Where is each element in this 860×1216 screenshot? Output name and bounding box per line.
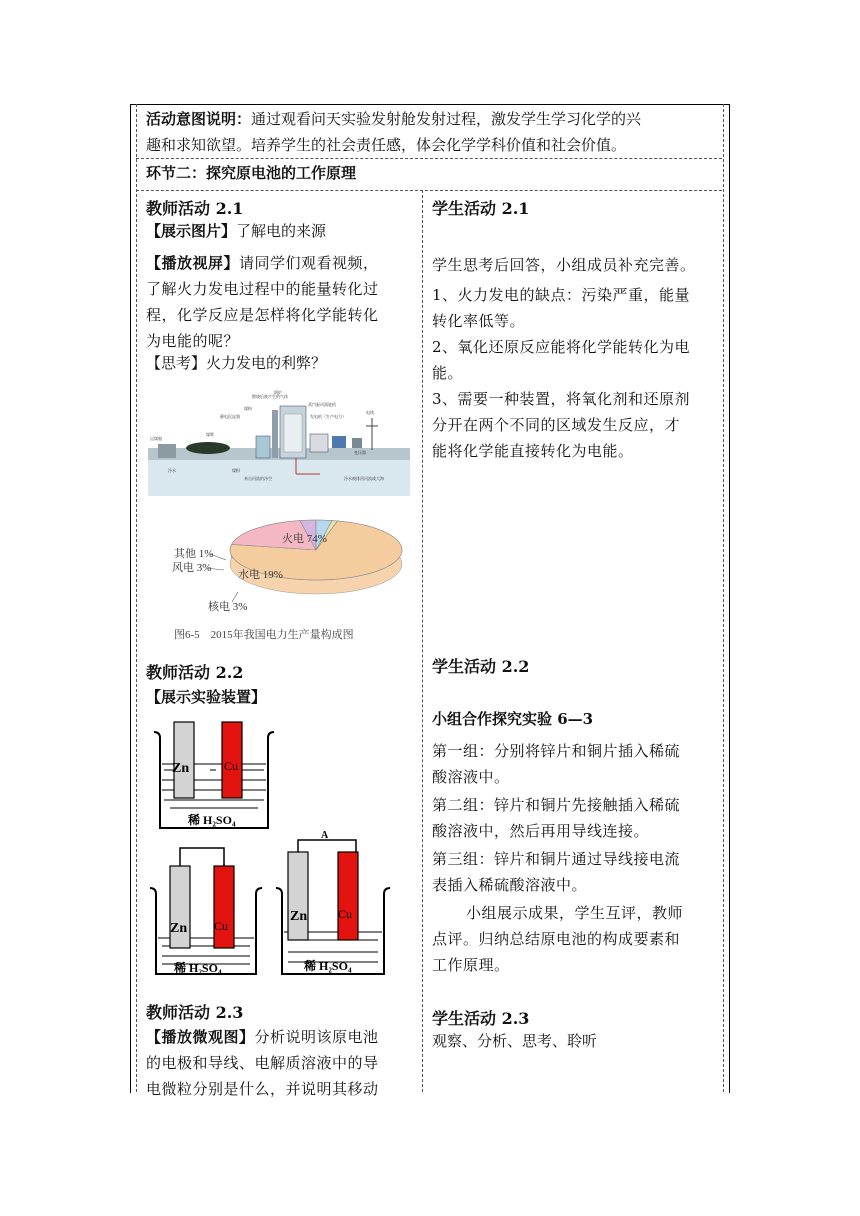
- line: 电微粒分别是什么，并说明其移动: [146, 1080, 379, 1098]
- coal-ship: [158, 444, 176, 458]
- generator: [332, 436, 346, 448]
- plant-label: 冷水被排回河流或大海: [344, 476, 384, 481]
- intent-line1: 通过观看问天实验发射舱发射过程，激发学生学习化学的兴: [251, 110, 642, 128]
- group-experiment-title: 小组合作探究实验 6—3: [432, 710, 594, 728]
- plant-label: 煤堆: [206, 432, 214, 437]
- student-intro: 学生思考后回答，小组成员补充完善。: [432, 256, 696, 274]
- line: 酸溶液中。: [432, 768, 510, 786]
- think-question: 【思考】火力发电的利弊？: [146, 354, 327, 372]
- group-summary-text: [432, 900, 718, 978]
- video-line: 为电能的呢？: [146, 332, 240, 350]
- intent-text: [146, 106, 720, 158]
- video-line: 请同学们观看视频，: [239, 254, 379, 272]
- teacher-activity-title: 教师活动 2.2: [146, 663, 244, 682]
- pie-label-other: 其他 1%: [174, 548, 214, 560]
- row-divider: [136, 190, 722, 191]
- column-divider: [422, 190, 423, 1092]
- plant-label: 蒸汽驱动涡轮机: [308, 402, 336, 407]
- acid-label: 稀 H₂SO₄: [304, 959, 352, 973]
- precipitator: [256, 436, 270, 458]
- acid-label: 稀 H₂SO₄: [174, 961, 222, 975]
- copper-electrode: [338, 852, 358, 940]
- plant-label: 静电沉淀器: [220, 414, 240, 419]
- pie-caption: 图6-5 2015年我国电力生产量构成图: [174, 629, 354, 641]
- line: 表插入稀硫酸溶液中。: [432, 876, 588, 894]
- plant-label: 燃烧后废产生的气体: [252, 394, 288, 399]
- video-line: 了解火力发电过程中的能量转化过: [146, 280, 379, 298]
- power-composition-pie-chart: [166, 512, 406, 622]
- student-activity-title: 学生活动 2.3: [432, 1009, 530, 1028]
- plant-label: 煤粉: [244, 406, 252, 411]
- line: 分析说明该原电池: [254, 1028, 379, 1046]
- turbine: [310, 434, 328, 452]
- plant-label: 变压器: [354, 450, 366, 455]
- line: 分开在两个不同的区域发生反应，才: [432, 416, 681, 434]
- zn-label: Zn: [172, 761, 190, 776]
- teacher-micro-paragraph: [146, 1024, 420, 1102]
- student-point-1: [432, 282, 718, 334]
- teacher-activity-title: 教师活动 2.3: [146, 1003, 244, 1022]
- beaker-setup-2: [148, 844, 266, 978]
- show-label: 【展示图片】: [146, 222, 237, 240]
- line: 小组展示成果，学生互评，教师: [466, 904, 684, 922]
- line: 转化率低等。: [432, 312, 526, 330]
- show-text: 了解电的来源: [236, 222, 327, 240]
- student-activity-text: 观察、分析、思考、聆听: [432, 1032, 598, 1050]
- power-plant-diagram: [148, 388, 410, 496]
- beaker-setup-3: [274, 828, 394, 978]
- plant-label: 运煤船: [150, 436, 162, 441]
- beaker-setup-1: [150, 720, 280, 834]
- group-3-text: [432, 846, 718, 898]
- transformer: [352, 438, 362, 448]
- zn-label: Zn: [290, 909, 308, 924]
- chimney: [272, 410, 278, 458]
- student-activity-title: 学生活动 2.2: [432, 657, 530, 676]
- show-apparatus-label: 【展示实验装置】: [146, 688, 267, 706]
- student-point-2: [432, 334, 718, 386]
- cu-label: Cu: [224, 759, 239, 773]
- zinc-electrode: [288, 852, 308, 940]
- line: 能。: [432, 364, 464, 382]
- plant-label: 锅炉: [274, 390, 282, 395]
- line: 酸溶液中，然后再用导线连接。: [432, 822, 650, 840]
- line: 第二组：锌片和铜片先接触插入稀硫: [432, 796, 681, 814]
- ammeter-label: A: [321, 830, 329, 841]
- line: 第一组：分别将锌片和铜片插入稀硫: [432, 742, 681, 760]
- group-1-text: [432, 738, 718, 790]
- line: 2、氧化还原反应能将化学能转化为电: [432, 338, 691, 356]
- plant-label: 煤粉: [232, 468, 240, 473]
- copper-electrode: [214, 866, 234, 948]
- student-activity-title: 学生活动 2.1: [432, 199, 530, 218]
- line: 工作原理。: [432, 956, 510, 974]
- intent-label: 活动意图说明：: [146, 110, 252, 128]
- teacher-show-picture: [146, 218, 326, 244]
- zn-label: Zn: [170, 921, 188, 936]
- pie-label-wind: 风电 3%: [172, 562, 212, 574]
- line: 3、需要一种装置，将氧化剂和还原剂: [432, 390, 691, 408]
- acid-label: 稀 H₂SO₄: [188, 813, 236, 827]
- section-title: 环节二：探究原电池的工作原理: [146, 164, 357, 182]
- plant-label: 来自河流的冷空: [244, 476, 272, 481]
- zinc-electrode: [174, 722, 194, 798]
- plant-label: 冷水: [168, 468, 176, 473]
- pie-label-nuclear: 核电 3%: [208, 601, 248, 613]
- video-line: 程，化学反应是怎样将化学能转化: [146, 306, 379, 324]
- line: 1、火力发电的缺点：污染严重，能量: [432, 286, 691, 304]
- plant-label: 电线: [366, 410, 374, 415]
- line: 能将化学能直接转化为电能。: [432, 442, 634, 460]
- line: 点评。归纳总结原电池的构成要素和: [432, 930, 681, 948]
- video-label: 【播放视屏】: [146, 254, 240, 272]
- wire: [298, 840, 356, 852]
- cu-label: Cu: [338, 907, 353, 921]
- wire: [180, 848, 224, 866]
- micro-label: 【播放微观图】: [146, 1028, 255, 1046]
- group-2-text: [432, 792, 718, 844]
- line: 的电极和导线、电解质溶液中的导: [146, 1054, 379, 1072]
- teacher-video-paragraph: [146, 250, 418, 354]
- line: 第三组：锌片和铜片通过导线接电流: [432, 850, 681, 868]
- intent-line2: 趣和求知欲望。培养学生的社会责任感，体会化学学科价值和社会价值。: [146, 136, 627, 154]
- pie-label-hydro: 水电 19%: [238, 569, 283, 581]
- coal-pile: [186, 442, 230, 454]
- pie-label-thermal: 火电 74%: [282, 533, 327, 545]
- cu-label: Cu: [214, 919, 229, 933]
- plant-label: 发电机（生产电力）: [310, 414, 346, 419]
- teacher-activity-title: 教师活动 2.1: [146, 199, 244, 218]
- row-divider: [136, 158, 722, 159]
- student-point-3: [432, 386, 718, 464]
